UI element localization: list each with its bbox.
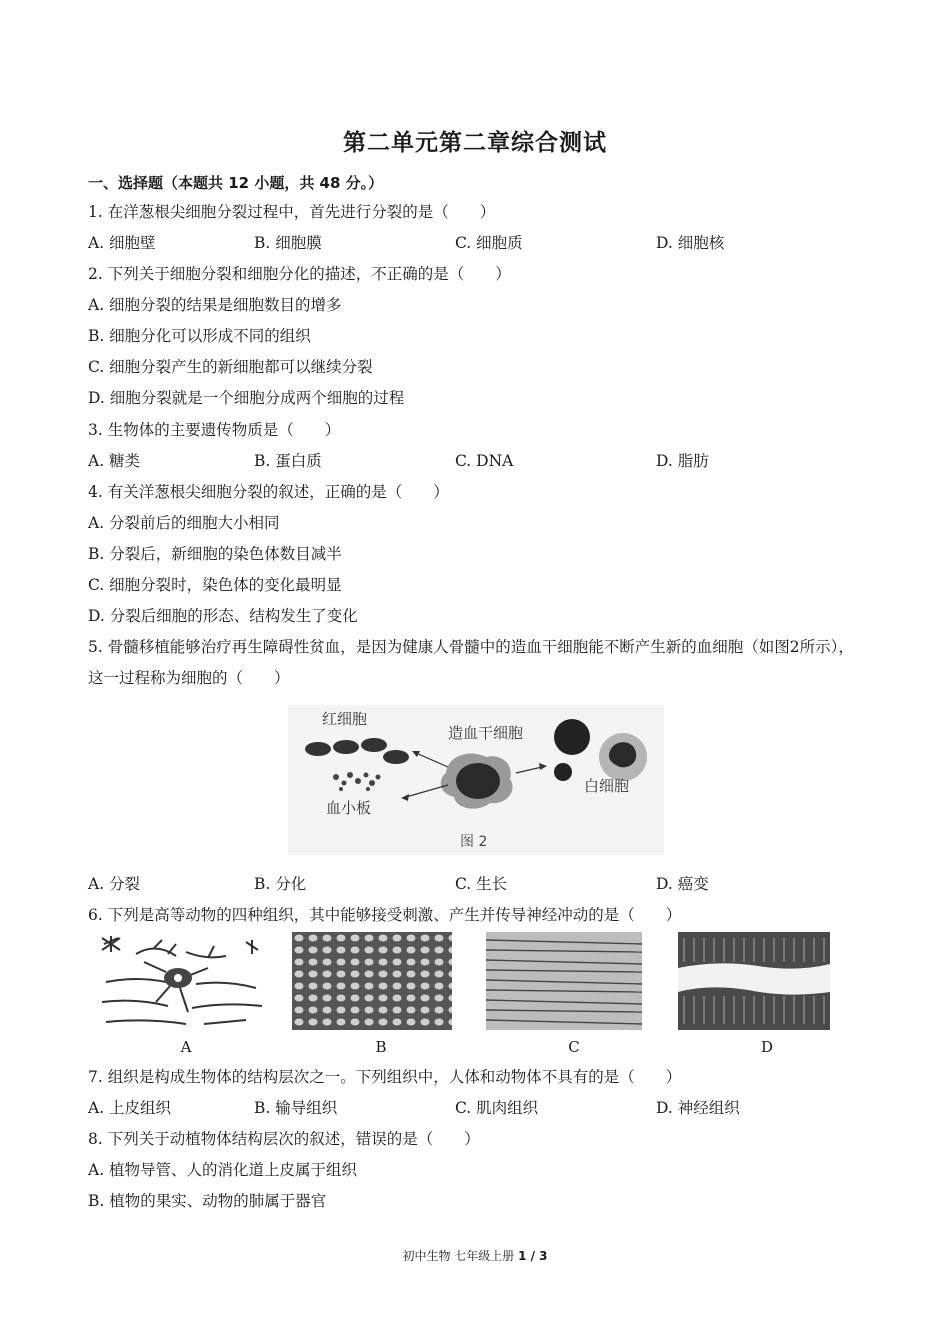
option-b: B. 细胞膜 — [254, 234, 322, 252]
option-d: D. 神经组织 — [656, 1099, 740, 1117]
tissue-b-image — [292, 932, 452, 1030]
figure-caption: 图 2 — [460, 834, 488, 850]
label-white-cell: 白细胞 — [584, 777, 630, 795]
arrow-to-white — [516, 767, 542, 773]
question-7-stem: 7. 组织是构成生物体的结构层次之一。下列组织中，人体和动物体不具有的是（ ） — [88, 1068, 682, 1086]
option-a: A. 细胞分裂的结果是细胞数目的增多 — [88, 296, 342, 314]
question-6-stem: 6. 下列是高等动物的四种组织，其中能够接受刺激、产生并传导神经冲动的是（ ） — [88, 906, 682, 924]
option-d: D. 分裂后细胞的形态、结构发生了变化 — [88, 607, 358, 625]
option-b: B. 细胞分化可以形成不同的组织 — [88, 327, 311, 345]
question-5-stem: 5. 骨髓移植能够治疗再生障碍性贫血，是因为健康人骨髓中的造血干细胞能不断产生新的血细胞（如图2所示），这一过程称为细胞的（ ） — [88, 638, 854, 687]
platelet-shapes — [333, 772, 381, 791]
question-3-options — [88, 451, 868, 471]
option-d: D. 脂肪 — [656, 452, 709, 470]
question-7-options — [88, 1098, 868, 1118]
arrow-to-red — [416, 753, 448, 767]
tissue-label-c: C — [568, 1038, 580, 1056]
question-3-stem: 3. 生物体的主要遗传物质是（ ） — [88, 421, 341, 439]
option-c: C. DNA — [455, 452, 514, 470]
arrow-to-platelet — [406, 785, 448, 797]
figure-2-hematopoiesis — [288, 705, 664, 855]
question-5-options — [88, 874, 868, 894]
red-cell-shape — [333, 740, 359, 754]
option-a: A. 上皮组织 — [88, 1099, 172, 1117]
option-c: C. 生长 — [455, 875, 508, 893]
label-platelet: 血小板 — [326, 799, 372, 817]
option-c: C. 细胞分裂产生的新细胞都可以继续分裂 — [88, 358, 373, 376]
option-c: C. 细胞质 — [455, 234, 523, 252]
option-a: A. 植物导管、人的消化道上皮属于组织 — [88, 1161, 358, 1179]
page-number: 1 / 3 — [518, 1249, 548, 1263]
option-b: B. 输导组织 — [254, 1099, 338, 1117]
tissue-label-b: B — [375, 1038, 387, 1056]
question-2-stem: 2. 下列关于细胞分裂和细胞分化的描述，不正确的是（ ） — [88, 265, 511, 283]
page-title: 第二单元第二章综合测试 — [343, 130, 607, 156]
tissue-label-d: D — [760, 1038, 774, 1056]
red-cell-shape — [305, 742, 331, 756]
tissue-d-image — [678, 932, 830, 1030]
white-cell-shape — [554, 763, 572, 781]
option-c: C. 肌肉组织 — [455, 1099, 539, 1117]
footer-text: 初中生物 七年级上册 — [402, 1249, 519, 1263]
tissue-label-a: A — [180, 1038, 192, 1056]
label-red-cell: 红细胞 — [322, 710, 368, 728]
option-a: A. 分裂 — [88, 875, 141, 893]
option-b: B. 植物的果实、动物的肺属于器官 — [88, 1192, 327, 1210]
option-b: B. 分化 — [254, 875, 307, 893]
page-footer — [0, 1247, 950, 1264]
red-cell-shape — [383, 750, 409, 764]
option-d: D. 癌变 — [656, 875, 709, 893]
option-b: B. 分裂后，新细胞的染色体数目减半 — [88, 545, 342, 563]
option-b: B. 蛋白质 — [254, 452, 322, 470]
option-a: A. 糖类 — [88, 452, 141, 470]
question-1-options — [88, 233, 868, 253]
option-d: D. 细胞分裂就是一个细胞分成两个细胞的过程 — [88, 389, 405, 407]
stem-cell-nucleus — [456, 763, 500, 799]
question-8-stem: 8. 下列关于动植物体结构层次的叙述，错误的是（ ） — [88, 1130, 480, 1148]
question-4-stem: 4. 有关洋葱根尖细胞分裂的叙述，正确的是（ ） — [88, 483, 449, 501]
option-d: D. 细胞核 — [656, 234, 725, 252]
option-a: A. 细胞壁 — [88, 234, 156, 252]
white-cell-shape — [554, 719, 590, 755]
question-1-stem: 1. 在洋葱根尖细胞分裂过程中，首先进行分裂的是（ ） — [88, 203, 496, 221]
tissue-c-image — [486, 932, 642, 1030]
arrow-head — [401, 794, 409, 801]
section-heading: 一、选择题（本题共 12 小题，共 48 分。） — [88, 174, 384, 192]
label-stem-cell: 造血干细胞 — [448, 724, 524, 742]
red-cell-shape — [361, 738, 387, 752]
arrow-head — [539, 763, 547, 770]
option-c: C. 细胞分裂时，染色体的变化最明显 — [88, 576, 342, 594]
tissue-a-nerve-image — [96, 932, 268, 1030]
option-a: A. 分裂前后的细胞大小相同 — [88, 514, 280, 532]
